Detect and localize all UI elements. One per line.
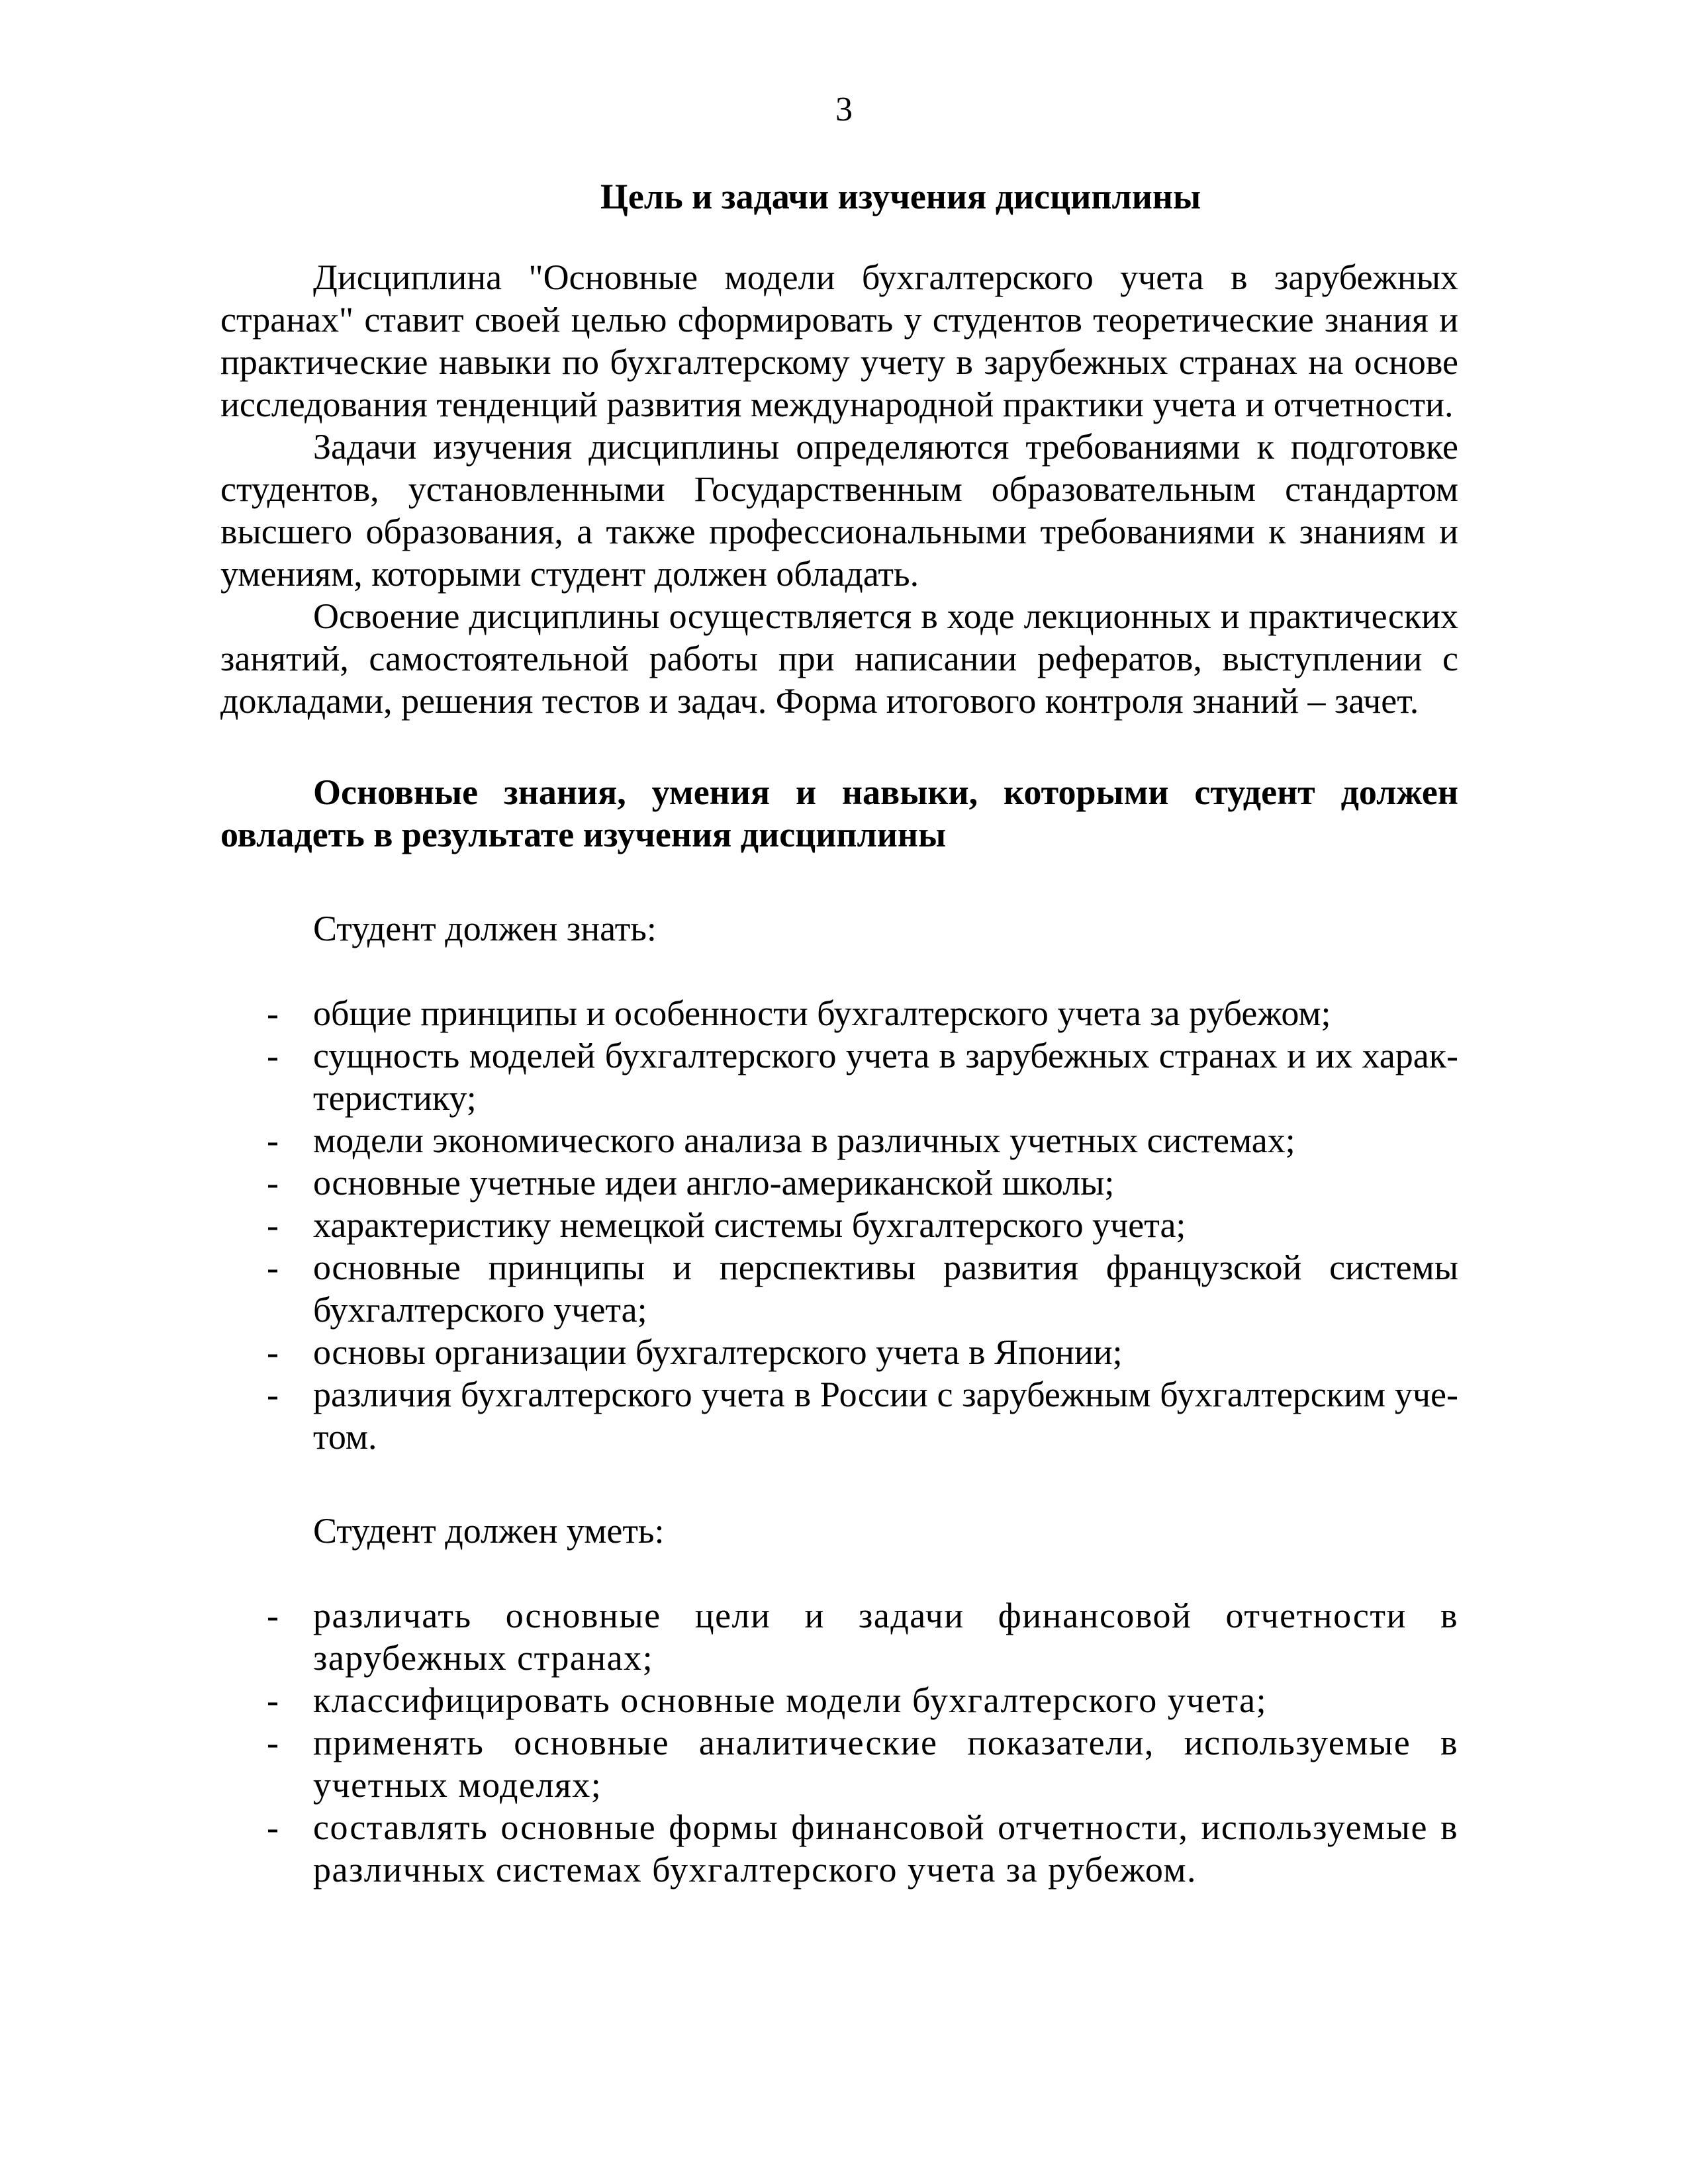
dash-marker: - — [267, 1205, 279, 1245]
know-list — [220, 992, 1458, 1458]
dash-marker: - — [267, 1248, 279, 1287]
list-item: - сущность моделей бухгалтерского учета в зарубежных странах и их характеристику; — [267, 1036, 1458, 1118]
paragraph-mastering: Освоение дисциплины осуществляется в ходе лекционных и практических занятий, самостоятельной работы при написании рефератов, выступлении с докладами, решения тестов и задач. Форма итогового контроля знаний – зачет. — [220, 596, 1458, 721]
page-number: 3 — [835, 91, 853, 128]
list-item: - классифицировать основные модели бухгалтерского учета; — [267, 1680, 1268, 1720]
can-list — [220, 1594, 1458, 1891]
list-item: - характеристику немецкой системы бухгалтерского учета; — [267, 1205, 1186, 1245]
dash-marker: - — [267, 1163, 279, 1203]
dash-marker: - — [267, 1596, 279, 1635]
list-item: - основные принципы и перспективы развития французской системы бухгалтерского учета; — [267, 1248, 1458, 1330]
dash-marker: - — [267, 1120, 279, 1160]
paragraph-tasks: Задачи изучения дисциплины определяются требованиями к подготовке студентов, установленными Государственным образовательным стандартом высшего образования, а также профессиональными требованиями к знаниям и умениям, которыми студент должен обладать. — [220, 427, 1458, 594]
section-title-goals: Цель и задачи изучения дисциплины — [600, 177, 1201, 216]
can-intro: Студент должен уметь: — [313, 1511, 665, 1551]
dash-marker: - — [267, 1807, 279, 1847]
list-item: - различать основные цели и задачи финансовой отчетности в зарубежных странах; — [267, 1596, 1458, 1678]
list-item: - применять основные аналитические показатели, используемые в учетных моделях; — [267, 1723, 1458, 1805]
dash-marker: - — [267, 1375, 279, 1414]
list-item: - составлять основные формы финансовой отчетности, используемые в различных системах бухгалтерского учета за рубежом. — [267, 1807, 1458, 1889]
dash-marker: - — [267, 1680, 279, 1720]
list-item: - общие принципы и особенности бухгалтерского учета за рубежом; — [267, 993, 1331, 1033]
dash-marker: - — [267, 1723, 279, 1762]
list-item: - основы организации бухгалтерского учета в Японии; — [267, 1332, 1123, 1372]
list-item: - основные учетные идеи англо-американской школы; — [267, 1163, 1115, 1203]
dash-marker: - — [267, 1036, 279, 1075]
document-body — [220, 175, 1458, 1891]
list-item: - различия бухгалтерского учета в России с зарубежным бухгалтерским учетом. — [267, 1375, 1458, 1457]
section-title-skills: Основные знания, умения и навыки, которыми студент должен овладеть в результате изучения дисциплины — [220, 772, 1458, 854]
know-intro: Студент должен знать: — [313, 909, 657, 948]
dash-marker: - — [267, 993, 279, 1033]
paragraph-discipline-goal: Дисциплина "Основные модели бухгалтерского учета в зарубежных странах" ставит своей целью сформировать у студентов теоретические знания и практические навыки по бухгалтерскому учету в зарубежных странах на основе исследования тенденций развития международной практики учета и отчетности. — [220, 257, 1458, 424]
dash-marker: - — [267, 1332, 279, 1372]
list-item: - модели экономического анализа в различных учетных системах; — [267, 1120, 1295, 1160]
